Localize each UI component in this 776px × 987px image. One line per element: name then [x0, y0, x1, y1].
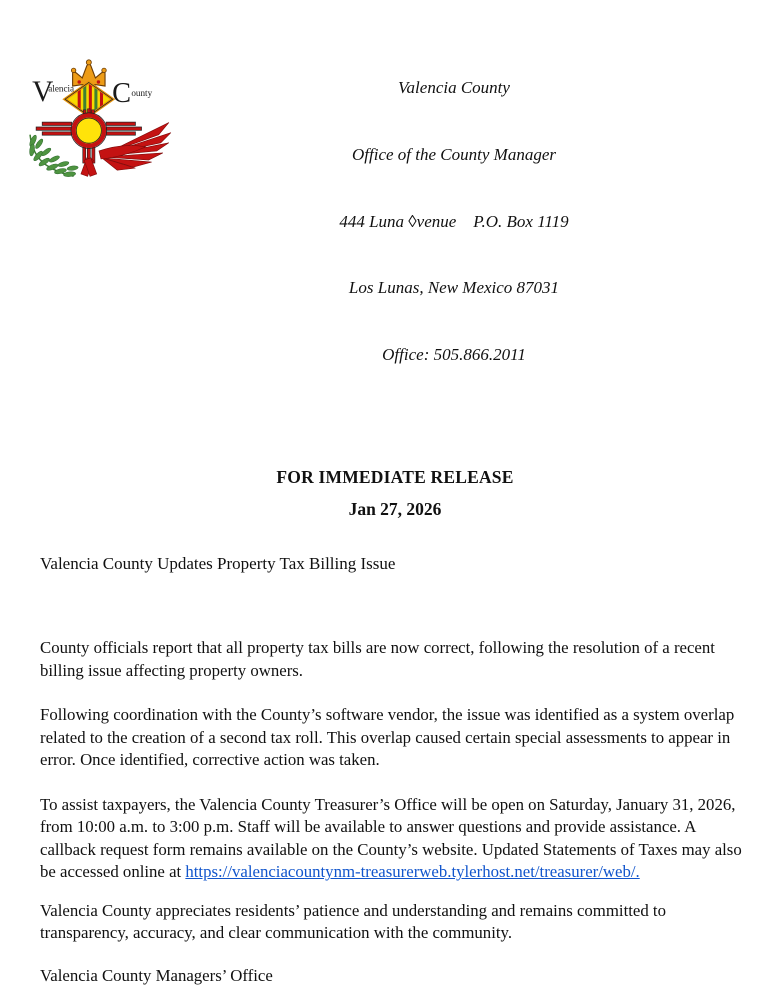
letterhead-city-state: Los Lunas, New Mexico 87031: [348, 278, 560, 298]
press-release-title: Valencia County Updates Property Tax Billing Issue: [40, 554, 396, 574]
release-label: FOR IMMEDIATE RELEASE: [276, 467, 514, 488]
seal-letter-v: V: [32, 76, 54, 109]
valencia-county-seal: [26, 57, 178, 185]
letterhead-org-name: Valencia County: [398, 78, 510, 98]
seal-word-alencia: alencia: [48, 83, 75, 94]
press-release-paragraph-3: [40, 794, 750, 884]
press-release-paragraph-4: Valencia County appreciates residents’ patience and understanding and remains committed to transparency, accuracy, and clear communication with the community.: [40, 900, 666, 943]
valencia-county-seal-graphic: [26, 57, 178, 185]
press-release-paragraph-2: Following coordination with the County’s software vendor, the issue was identified as a system overlap related to the creation of a second tax roll. This overlap caused certain special assessments to appear in error. Once identified, corrective action was taken.: [40, 705, 735, 770]
seal-letter-c: C: [112, 78, 132, 110]
seal-word-ounty: ounty: [131, 88, 153, 99]
paragraph-3-text: To assist taxpayers, the Valencia County Treasurer’s Office will be open on Saturday, January 31, 2026, from 10:00 a.m. to 3:00 p.m. Staff will be available to answer questions and provide assistance. A callback request form remains available on the County’s website. Updated Statements of Taxes may also be accessed online at: [40, 794, 742, 882]
press-release-document: [0, 33, 776, 985]
letterhead-phone: Office: 505.866.2011: [382, 344, 526, 364]
letterhead: [134, 33, 774, 410]
letterhead-office-name: Office of the County Manager: [352, 145, 556, 165]
letterhead-address: 444 Luna ◊venue P.O. Box 1119: [339, 211, 569, 231]
release-date: Jan 27, 2026: [348, 499, 442, 520]
treasurer-web-link[interactable]: https://valenciacountynm-treasurerweb.tylerhost.net/treasurer/web/.: [185, 862, 640, 882]
laurel-branch-icon: [28, 134, 78, 177]
signoff-line: Valencia County Managers’ Office: [40, 965, 273, 985]
press-release-paragraph-1: County officials report that all property tax bills are now correct, following the resolution of a recent billing issue affecting property owners.: [40, 638, 715, 680]
